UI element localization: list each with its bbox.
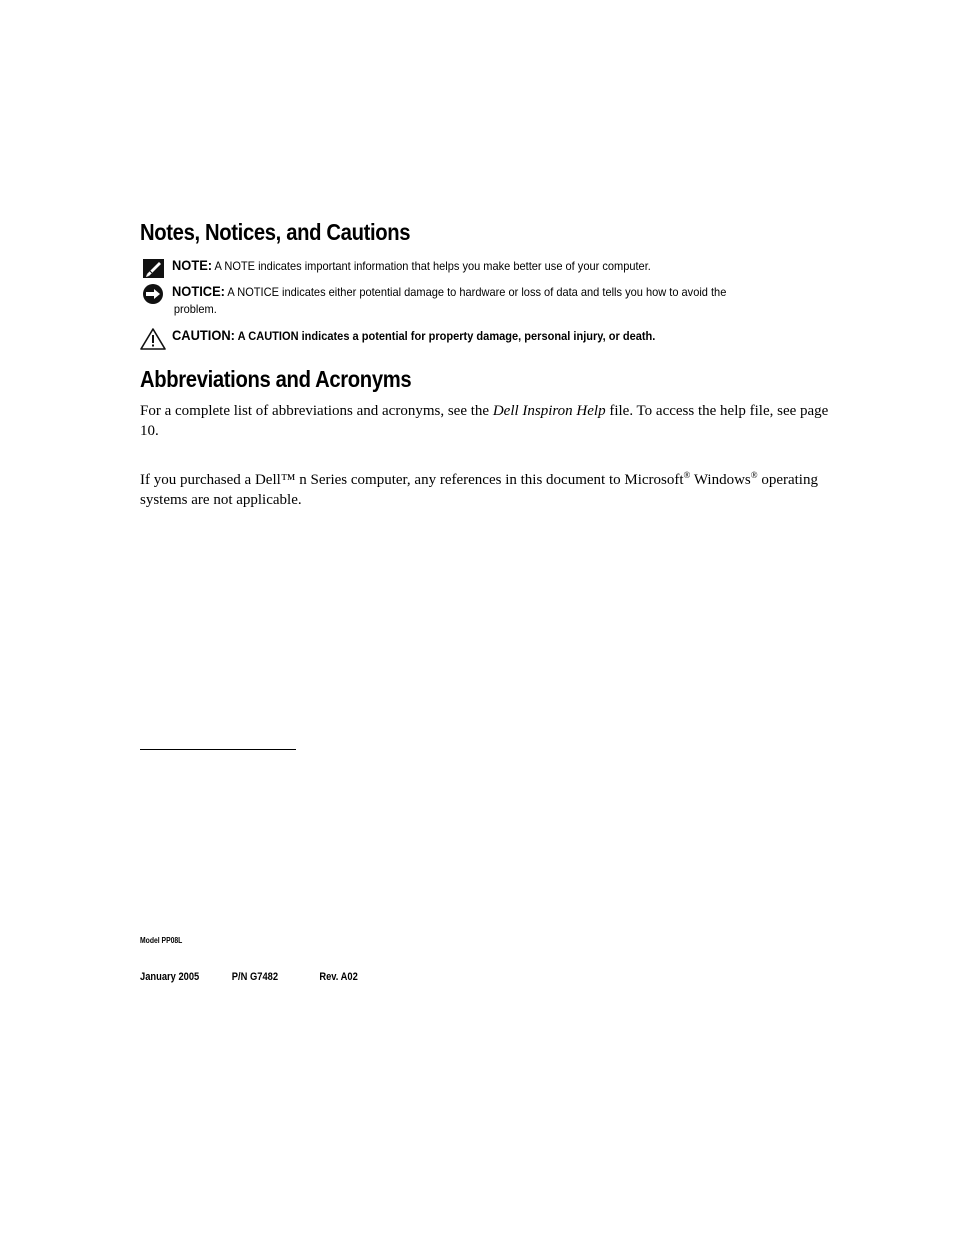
pencil-note-icon (140, 257, 166, 281)
para2-text-a: If you purchased a Dell™ n Series computer, any references in this document to Microsoft (140, 472, 684, 488)
para2-text-c: operating systems are not applicable. (140, 472, 818, 508)
publication-date: January 2005 (140, 971, 200, 983)
para1-text-b: file. To access the help file, see page 10. (140, 403, 829, 439)
n-series-paragraph (140, 470, 830, 510)
para1-text-a: For a complete list of abbreviations and acronyms, see the (140, 403, 493, 419)
notice-label: NOTICE: (172, 283, 225, 299)
warning-triangle-icon (140, 327, 166, 351)
part-number: P/N G7482 (231, 971, 279, 983)
notes-heading: Notes, Notices, and Cautions (140, 219, 411, 245)
help-file-title: Dell Inspiron Help (492, 403, 606, 419)
para2-text-b: Windows (690, 472, 751, 488)
caution-text (172, 327, 761, 345)
registered-mark: ® (683, 470, 691, 480)
notice-text (172, 283, 761, 318)
note-text (172, 257, 761, 275)
footnote-divider (140, 749, 296, 750)
registered-mark: ® (750, 470, 758, 480)
caution-label: CAUTION: (172, 327, 235, 343)
revision: Rev. A02 (319, 971, 358, 983)
abbreviations-paragraph (140, 401, 830, 441)
note-body: A NOTE indicates important information that helps you make better use of your computer. (214, 259, 651, 273)
abbreviations-heading: Abbreviations and Acronyms (140, 366, 412, 392)
model-number: Model PP08L (140, 936, 183, 945)
notice-body: A NOTICE indicates either potential damage to hardware or loss of data and tells you how to avoid the (227, 285, 727, 299)
note-label: NOTE: (172, 257, 213, 273)
notice-body-continued: problem. (173, 302, 217, 316)
notice-hand-icon (140, 283, 166, 307)
caution-body: A CAUTION indicates a potential for property damage, personal injury, or death. (237, 329, 656, 343)
